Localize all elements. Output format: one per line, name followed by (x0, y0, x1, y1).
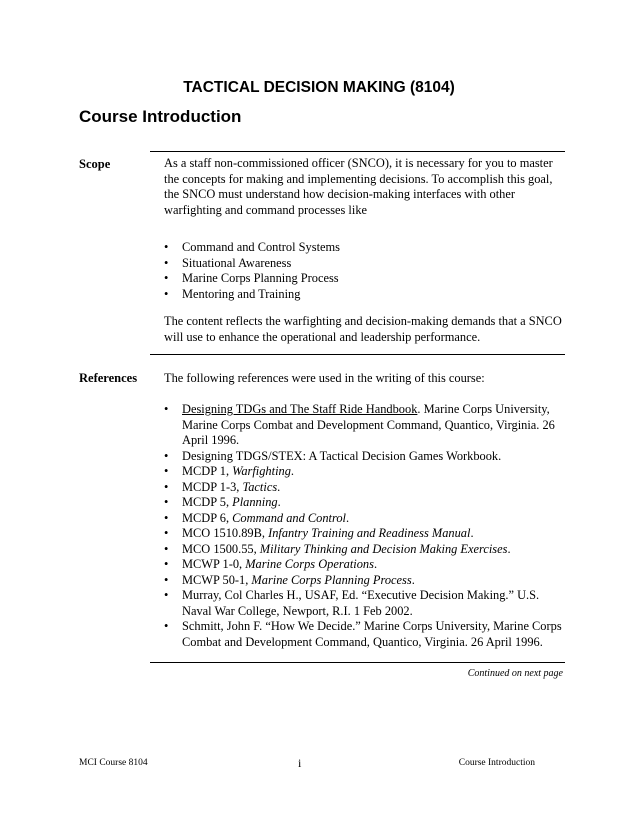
scope-item: • Command and Control Systems (164, 240, 569, 256)
reference-title: Warfighting (232, 464, 291, 478)
references-label: References (79, 371, 138, 385)
reference-item (164, 480, 569, 496)
continued-note: Continued on next page (467, 668, 563, 679)
reference-prefix: MCO 1500.55, (182, 541, 260, 556)
scope-list (164, 240, 569, 302)
reference-item (164, 464, 569, 480)
reference-prefix: MCDP 1, (182, 464, 233, 478)
reference-rest: . (290, 464, 295, 478)
reference-text: Schmitt, John F. “How We Decide.” Marine Corps University, Marine Corps Combat and Development Command, Quantico, Virginia. 26 April 1996. (182, 619, 562, 649)
reference-title: Infantry Training and Readiness Manual (268, 526, 471, 540)
reference-prefix: MCWP 50-1, (182, 572, 252, 587)
reference-item (164, 526, 569, 542)
reference-item (164, 557, 569, 573)
divider-bottom (150, 662, 565, 663)
reference-title: Planning (232, 495, 278, 509)
reference-text: Murray, Col Charles H., USAF, Ed. “Executive Decision Making.” U.S. Naval War College, Newport, R.I. 1 Feb 2002. (182, 588, 540, 618)
reference-rest: . (277, 479, 281, 494)
references-intro: The following references were used in the writing of this course: (164, 371, 485, 385)
divider-middle (150, 354, 565, 355)
reference-item (164, 449, 569, 465)
reference-text: Designing TDGS/STEX: A Tactical Decision Games Workbook. (182, 448, 502, 463)
reference-item (164, 542, 569, 558)
divider-top (150, 151, 565, 152)
scope-item: • Situational Awareness (164, 256, 569, 272)
reference-prefix: MCDP 5, (182, 495, 233, 509)
reference-prefix: MCDP 6, (182, 510, 233, 525)
reference-title: Command and Control (232, 510, 346, 525)
reference-prefix: MCWP 1-0, (182, 557, 246, 571)
reference-rest: . (277, 495, 281, 509)
scope-item: • Mentoring and Training (164, 287, 569, 303)
reference-rest: . (373, 557, 378, 571)
scope-closing: The content reflects the warfighting and decision-making demands that a SNCO will use to enhance the operational and leadership performance. (164, 314, 562, 344)
reference-rest: . (507, 541, 511, 556)
scope-item: • Marine Corps Planning Process (164, 271, 569, 287)
footer-course: MCI Course 8104 (79, 758, 148, 768)
reference-title: Marine Corps Planning Process (251, 572, 412, 587)
section-title: Course Introduction (79, 107, 242, 126)
reference-rest: . (411, 572, 415, 587)
reference-rest: . (345, 510, 350, 525)
reference-title: Marine Corps Operations (245, 557, 374, 571)
reference-title: Tactics (242, 479, 278, 494)
reference-prefix: MCDP 1-3, (182, 479, 243, 494)
scope-intro: As a staff non-commissioned officer (SNCO), it is necessary for you to master the concepts for making and implementing decisions. To accomplish this goal, the SNCO must understand how decision-making interfaces with other warfighting and command processes like (164, 156, 553, 217)
footer-page-number: i (298, 756, 302, 770)
reference-rest: . Marine Corps University, Marine Corps Combat and Development Command, Quantico, Virginia. 26 April 1996. (182, 402, 555, 447)
reference-item (164, 588, 569, 619)
reference-item (164, 402, 569, 449)
scope-label: Scope (79, 157, 111, 171)
footer-section: Course Introduction (458, 758, 535, 768)
reference-item (164, 619, 569, 650)
document-title: TACTICAL DECISION MAKING (8104) (183, 79, 455, 96)
reference-title: Military Thinking and Decision Making Exercises (259, 541, 508, 556)
reference-prefix: MCO 1510.89B, (182, 526, 269, 540)
reference-item (164, 511, 569, 527)
references-list (164, 402, 569, 650)
reference-item (164, 573, 569, 589)
reference-title: Designing TDGs and The Staff Ride Handbook (182, 402, 418, 416)
reference-rest: . (470, 526, 474, 540)
reference-item (164, 495, 569, 511)
